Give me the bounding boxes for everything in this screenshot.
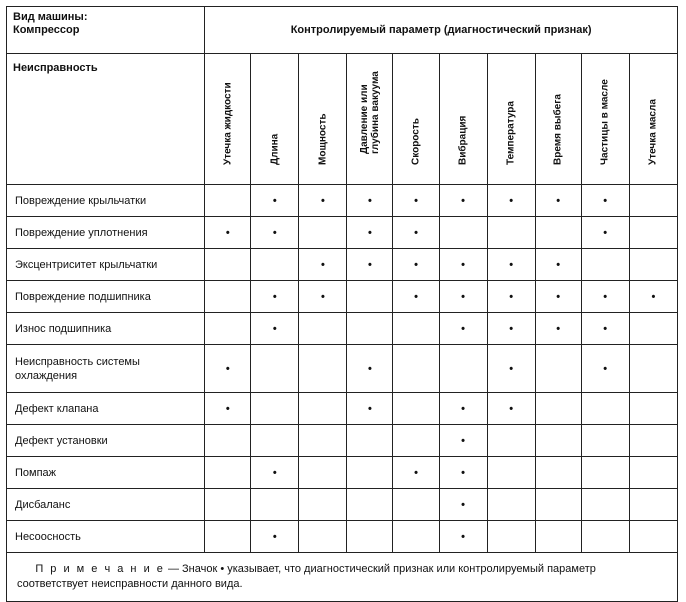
bullet-mark: • bbox=[272, 466, 277, 479]
fault-row bbox=[7, 249, 678, 281]
mark-cell bbox=[393, 185, 439, 217]
mark-cell bbox=[251, 345, 299, 393]
bullet-mark: • bbox=[509, 290, 514, 303]
mark-cell bbox=[439, 217, 487, 249]
mark-cell bbox=[347, 281, 393, 313]
mark-cell bbox=[581, 393, 629, 425]
mark-cell bbox=[347, 489, 393, 521]
mark-cell bbox=[629, 249, 677, 281]
bullet-mark: • bbox=[414, 258, 418, 271]
fault-row bbox=[7, 217, 678, 249]
fault-name: Дисбаланс bbox=[7, 489, 205, 521]
mark-cell bbox=[205, 521, 251, 553]
fault-row bbox=[7, 281, 678, 313]
mark-cell bbox=[439, 393, 487, 425]
bullet-mark: • bbox=[651, 290, 656, 303]
machine-type-value: Компрессор bbox=[13, 24, 80, 36]
parameter-label: Время выбега bbox=[552, 94, 564, 165]
bullet-mark: • bbox=[225, 362, 230, 375]
fault-name: Повреждение крыльчатки bbox=[7, 185, 205, 217]
mark-cell bbox=[205, 457, 251, 489]
bullet-mark: • bbox=[368, 194, 372, 207]
note-label: П р и м е ч а н и е bbox=[35, 563, 165, 575]
mark-cell bbox=[535, 185, 581, 217]
bullet-mark: • bbox=[603, 290, 608, 303]
fault-row bbox=[7, 313, 678, 345]
mark-cell bbox=[299, 217, 347, 249]
fault-row bbox=[7, 393, 678, 425]
mark-cell bbox=[629, 521, 677, 553]
bullet-mark: • bbox=[461, 530, 465, 543]
parameter-label: Температура bbox=[505, 101, 517, 165]
mark-cell bbox=[581, 249, 629, 281]
mark-cell bbox=[299, 313, 347, 345]
fault-name: Помпаж bbox=[7, 457, 205, 489]
mark-cell bbox=[299, 521, 347, 553]
note-row bbox=[7, 553, 678, 602]
machine-type-cell bbox=[7, 7, 205, 54]
bullet-mark: • bbox=[272, 194, 277, 207]
mark-cell bbox=[393, 249, 439, 281]
mark-cell bbox=[439, 521, 487, 553]
bullet-mark: • bbox=[225, 402, 230, 415]
parameter-header bbox=[251, 54, 299, 185]
mark-cell bbox=[205, 393, 251, 425]
mark-cell bbox=[535, 217, 581, 249]
mark-cell bbox=[439, 185, 487, 217]
mark-cell bbox=[629, 281, 677, 313]
parameter-header bbox=[629, 54, 677, 185]
mark-cell bbox=[251, 457, 299, 489]
mark-cell bbox=[581, 185, 629, 217]
parameter-header bbox=[581, 54, 629, 185]
parameter-group-title: Контролируемый параметр (диагностический признак) bbox=[205, 7, 678, 54]
mark-cell bbox=[393, 521, 439, 553]
mark-cell bbox=[205, 313, 251, 345]
bullet-mark: • bbox=[272, 290, 277, 303]
mark-cell bbox=[205, 345, 251, 393]
fault-name: Повреждение уплотнения bbox=[7, 217, 205, 249]
parameter-label: Частицы в масле bbox=[599, 79, 611, 165]
mark-cell bbox=[487, 425, 535, 457]
parameter-label: Утечка масла bbox=[647, 99, 659, 165]
mark-cell bbox=[251, 489, 299, 521]
parameter-header bbox=[299, 54, 347, 185]
bullet-mark: • bbox=[461, 466, 465, 479]
mark-cell bbox=[393, 393, 439, 425]
header-row-parameters bbox=[7, 54, 678, 185]
mark-cell bbox=[439, 345, 487, 393]
fault-name: Дефект клапана bbox=[7, 393, 205, 425]
parameter-label: Вибрация bbox=[457, 115, 469, 165]
mark-cell bbox=[393, 489, 439, 521]
fault-name: Повреждение подшипника bbox=[7, 281, 205, 313]
mark-cell bbox=[347, 393, 393, 425]
mark-cell bbox=[299, 457, 347, 489]
mark-cell bbox=[629, 217, 677, 249]
bullet-mark: • bbox=[556, 258, 561, 271]
diagnostic-table bbox=[6, 6, 678, 602]
mark-cell bbox=[393, 313, 439, 345]
bullet-mark: • bbox=[414, 466, 418, 479]
bullet-mark: • bbox=[320, 258, 325, 271]
mark-cell bbox=[581, 281, 629, 313]
fault-row bbox=[7, 489, 678, 521]
mark-cell bbox=[393, 345, 439, 393]
mark-cell bbox=[251, 313, 299, 345]
mark-cell bbox=[487, 313, 535, 345]
fault-row bbox=[7, 185, 678, 217]
bullet-mark: • bbox=[603, 322, 608, 335]
mark-cell bbox=[535, 457, 581, 489]
mark-cell bbox=[251, 281, 299, 313]
mark-cell bbox=[439, 489, 487, 521]
bullet-mark: • bbox=[556, 322, 561, 335]
mark-cell bbox=[581, 489, 629, 521]
mark-cell bbox=[205, 249, 251, 281]
mark-cell bbox=[439, 457, 487, 489]
mark-cell bbox=[299, 393, 347, 425]
mark-cell bbox=[347, 217, 393, 249]
bullet-mark: • bbox=[603, 194, 608, 207]
mark-cell bbox=[205, 489, 251, 521]
mark-cell bbox=[629, 185, 677, 217]
bullet-mark: • bbox=[509, 362, 514, 375]
mark-cell bbox=[205, 425, 251, 457]
fault-row bbox=[7, 521, 678, 553]
bullet-mark: • bbox=[368, 362, 372, 375]
bullet-mark: • bbox=[509, 402, 514, 415]
mark-cell bbox=[629, 425, 677, 457]
bullet-mark: • bbox=[461, 434, 465, 447]
mark-cell bbox=[629, 345, 677, 393]
diagnostic-table-container bbox=[6, 6, 678, 590]
mark-cell bbox=[251, 521, 299, 553]
parameter-label: Давление или глубина вакуума bbox=[358, 71, 381, 154]
parameter-label: Длина bbox=[269, 133, 281, 165]
mark-cell bbox=[487, 281, 535, 313]
mark-cell bbox=[251, 249, 299, 281]
mark-cell bbox=[299, 185, 347, 217]
bullet-mark: • bbox=[461, 194, 465, 207]
machine-type-label: Вид машины: bbox=[13, 11, 88, 23]
mark-cell bbox=[251, 425, 299, 457]
mark-cell bbox=[299, 425, 347, 457]
mark-cell bbox=[487, 521, 535, 553]
mark-cell bbox=[487, 457, 535, 489]
mark-cell bbox=[487, 249, 535, 281]
mark-cell bbox=[347, 521, 393, 553]
mark-cell bbox=[393, 281, 439, 313]
bullet-mark: • bbox=[556, 290, 561, 303]
bullet-mark: • bbox=[461, 402, 465, 415]
mark-cell bbox=[581, 217, 629, 249]
fault-name: Эксцентриситет крыльчатки bbox=[7, 249, 205, 281]
mark-cell bbox=[393, 217, 439, 249]
mark-cell bbox=[205, 217, 251, 249]
mark-cell bbox=[535, 281, 581, 313]
parameter-label: Мощность bbox=[317, 113, 329, 165]
fault-name: Дефект установки bbox=[7, 425, 205, 457]
bullet-mark: • bbox=[461, 498, 465, 511]
mark-cell bbox=[581, 425, 629, 457]
mark-cell bbox=[487, 217, 535, 249]
mark-cell bbox=[535, 489, 581, 521]
parameter-header bbox=[393, 54, 439, 185]
mark-cell bbox=[347, 457, 393, 489]
bullet-mark: • bbox=[272, 226, 277, 239]
mark-cell bbox=[581, 345, 629, 393]
parameter-header bbox=[487, 54, 535, 185]
bullet-mark: • bbox=[414, 290, 418, 303]
bullet-mark: • bbox=[509, 194, 514, 207]
mark-cell bbox=[299, 281, 347, 313]
mark-cell bbox=[393, 457, 439, 489]
fault-name: Износ подшипника bbox=[7, 313, 205, 345]
mark-cell bbox=[251, 185, 299, 217]
bullet-mark: • bbox=[461, 322, 465, 335]
mark-cell bbox=[581, 457, 629, 489]
mark-cell bbox=[487, 489, 535, 521]
mark-cell bbox=[439, 425, 487, 457]
mark-cell bbox=[487, 393, 535, 425]
mark-cell bbox=[487, 185, 535, 217]
bullet-mark: • bbox=[414, 194, 418, 207]
mark-cell bbox=[629, 393, 677, 425]
bullet-mark: • bbox=[509, 322, 514, 335]
bullet-mark: • bbox=[368, 226, 372, 239]
fault-name: Неисправность системы охлаждения bbox=[7, 345, 205, 393]
mark-cell bbox=[439, 249, 487, 281]
bullet-mark: • bbox=[272, 530, 277, 543]
parameter-label: Скорость bbox=[410, 118, 422, 165]
note-cell bbox=[7, 553, 678, 602]
bullet-mark: • bbox=[368, 402, 372, 415]
bullet-mark: • bbox=[603, 362, 608, 375]
bullet-mark: • bbox=[272, 322, 277, 335]
parameter-header bbox=[439, 54, 487, 185]
bullet-mark: • bbox=[509, 258, 514, 271]
bullet-mark: • bbox=[461, 258, 465, 271]
note-text: — Значок • указывает, что диагностический признак или контролируемый параметр соответствует неисправности данного вида. bbox=[17, 563, 596, 590]
mark-cell bbox=[299, 489, 347, 521]
mark-cell bbox=[347, 185, 393, 217]
mark-cell bbox=[629, 489, 677, 521]
mark-cell bbox=[581, 313, 629, 345]
bullet-mark: • bbox=[225, 226, 230, 239]
mark-cell bbox=[439, 313, 487, 345]
mark-cell bbox=[393, 425, 439, 457]
mark-cell bbox=[439, 281, 487, 313]
mark-cell bbox=[299, 345, 347, 393]
mark-cell bbox=[205, 281, 251, 313]
mark-cell bbox=[347, 345, 393, 393]
fault-row bbox=[7, 457, 678, 489]
bullet-mark: • bbox=[320, 290, 325, 303]
fault-name: Несоосность bbox=[7, 521, 205, 553]
bullet-mark: • bbox=[461, 290, 465, 303]
parameter-header bbox=[205, 54, 251, 185]
mark-cell bbox=[251, 217, 299, 249]
mark-cell bbox=[487, 345, 535, 393]
mark-cell bbox=[629, 313, 677, 345]
header-row-top bbox=[7, 7, 678, 54]
fault-row bbox=[7, 345, 678, 393]
mark-cell bbox=[347, 249, 393, 281]
mark-cell bbox=[535, 249, 581, 281]
mark-cell bbox=[347, 425, 393, 457]
bullet-mark: • bbox=[603, 226, 608, 239]
mark-cell bbox=[535, 425, 581, 457]
bullet-mark: • bbox=[320, 194, 325, 207]
parameter-header bbox=[535, 54, 581, 185]
mark-cell bbox=[205, 185, 251, 217]
mark-cell bbox=[629, 457, 677, 489]
bullet-mark: • bbox=[368, 258, 372, 271]
mark-cell bbox=[347, 313, 393, 345]
mark-cell bbox=[535, 345, 581, 393]
fault-column-header: Неисправность bbox=[7, 54, 205, 185]
parameter-header bbox=[347, 54, 393, 185]
mark-cell bbox=[581, 521, 629, 553]
bullet-mark: • bbox=[414, 226, 418, 239]
mark-cell bbox=[251, 393, 299, 425]
bullet-mark: • bbox=[556, 194, 561, 207]
mark-cell bbox=[535, 313, 581, 345]
mark-cell bbox=[535, 393, 581, 425]
mark-cell bbox=[299, 249, 347, 281]
parameter-label: Утечка жидкости bbox=[222, 82, 234, 165]
fault-row bbox=[7, 425, 678, 457]
mark-cell bbox=[535, 521, 581, 553]
